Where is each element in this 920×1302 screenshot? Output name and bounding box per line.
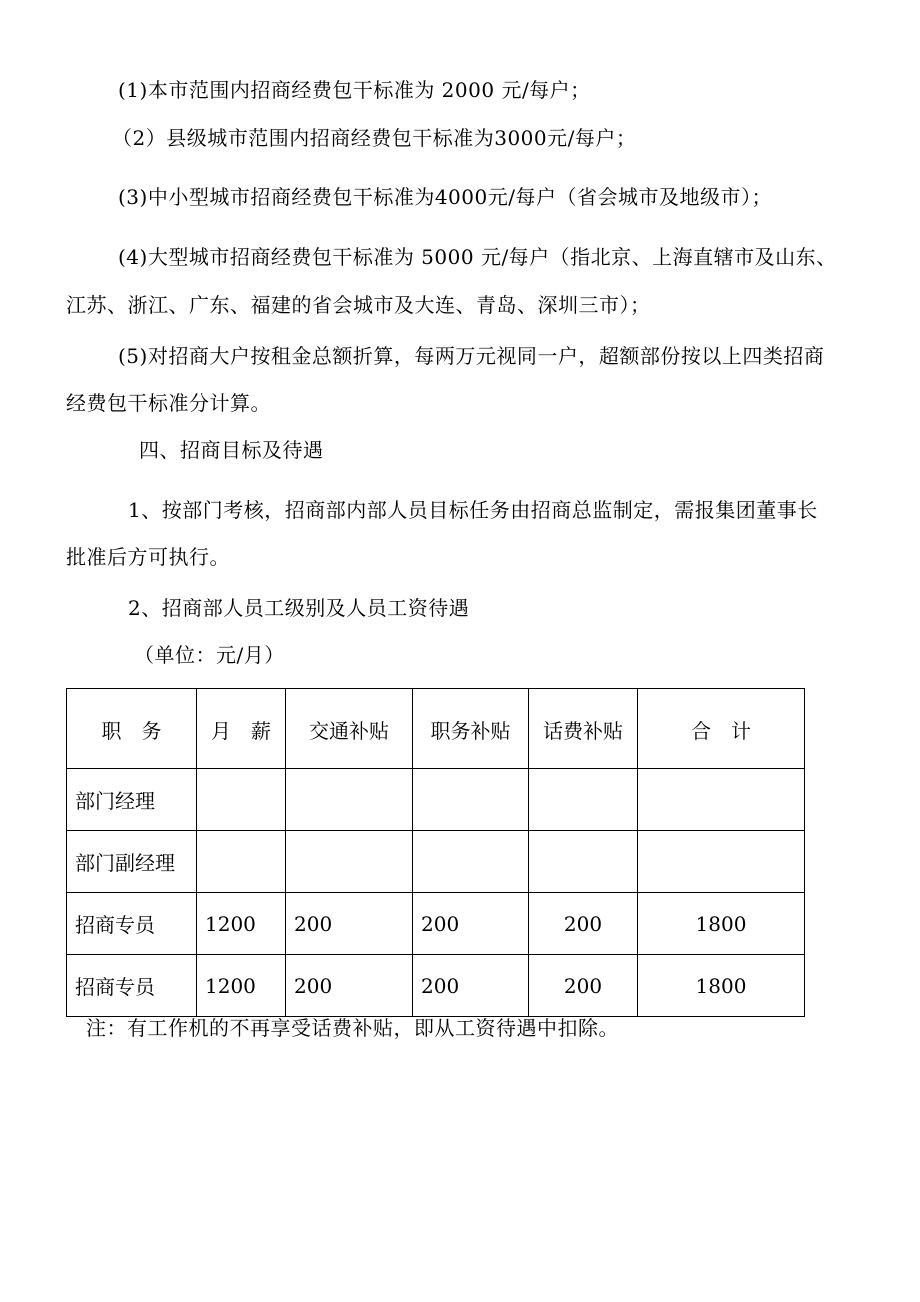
- table-cell-position: 招商专员: [67, 955, 197, 1017]
- table-cell-position-allowance: 200: [413, 893, 529, 955]
- item-1-line2: 批准后方可执行。: [66, 545, 230, 569]
- table-cell-phone-allowance: 200: [529, 955, 638, 1017]
- table-row: [67, 955, 805, 1017]
- paragraph-large-tenant-line1: (5)对招商大户按租金总额折算，每两万元视同一户，超额部份按以上四类招商: [118, 344, 825, 368]
- table-header-row: [67, 689, 805, 769]
- table-cell-position-allowance: 200: [413, 955, 529, 1017]
- paragraph-large-tenant-line2: 经费包干标准分计算。: [66, 391, 271, 415]
- header-cell-position: 职 务: [67, 689, 197, 769]
- item-2: 2、招商部人员工级别及人员工资待遇: [128, 596, 470, 620]
- table-row: [67, 831, 805, 893]
- table-cell-total: 1800: [638, 893, 805, 955]
- header-cell-transport-allowance: 交通补贴: [286, 689, 413, 769]
- header-cell-phone-allowance: 话费补贴: [529, 689, 638, 769]
- table-cell-total: 1800: [638, 955, 805, 1017]
- paragraph-standard-local: (1)本市范围内招商经费包干标准为 2000 元/每户；: [118, 78, 591, 102]
- table-cell-total: [638, 769, 805, 831]
- table-cell-position: 招商专员: [67, 893, 197, 955]
- table-note: 注：有工作机的不再享受话费补贴，即从工资待遇中扣除。: [86, 1016, 619, 1040]
- paragraph-standard-county: （2）县级城市范围内招商经费包干标准为3000元/每户；: [112, 126, 637, 150]
- table-cell-monthly-salary: 1200: [197, 955, 286, 1017]
- table-cell-position-allowance: [413, 831, 529, 893]
- table-cell-position: 部门经理: [67, 769, 197, 831]
- header-cell-position-allowance: 职务补贴: [413, 689, 529, 769]
- table-cell-phone-allowance: [529, 831, 638, 893]
- table-cell-phone-allowance: 200: [529, 893, 638, 955]
- paragraph-standard-large-city-line1: (4)大型城市招商经费包干标准为 5000 元/每户（指北京、上海直辖市及山东、: [118, 245, 837, 269]
- header-cell-monthly-salary: 月 薪: [197, 689, 286, 769]
- paragraph-standard-medium-city: (3)中小型城市招商经费包干标准为4000元/每户（省会城市及地级市）；: [118, 185, 772, 209]
- section-title: 四、招商目标及待遇: [139, 438, 324, 462]
- table-row: [67, 893, 805, 955]
- table-cell-transport-allowance: 200: [286, 955, 413, 1017]
- table-cell-total: [638, 831, 805, 893]
- header-cell-total: 合 计: [638, 689, 805, 769]
- table-cell-position-allowance: [413, 769, 529, 831]
- table-cell-transport-allowance: [286, 831, 413, 893]
- paragraph-standard-large-city-line2: 江苏、浙江、广东、福建的省会城市及大连、青岛、深圳三市）；: [66, 293, 651, 317]
- table-cell-monthly-salary: [197, 769, 286, 831]
- unit-label: （单位：元/月）: [134, 643, 285, 667]
- table-row: [67, 769, 805, 831]
- table-cell-phone-allowance: [529, 769, 638, 831]
- table-cell-monthly-salary: [197, 831, 286, 893]
- table-cell-transport-allowance: [286, 769, 413, 831]
- table-cell-transport-allowance: 200: [286, 893, 413, 955]
- table-cell-position: 部门副经理: [67, 831, 197, 893]
- item-1-line1: 1、按部门考核，招商部内部人员目标任务由招商总监制定，需报集团董事长: [128, 498, 818, 522]
- table-cell-monthly-salary: 1200: [197, 893, 286, 955]
- salary-table: [66, 688, 805, 1017]
